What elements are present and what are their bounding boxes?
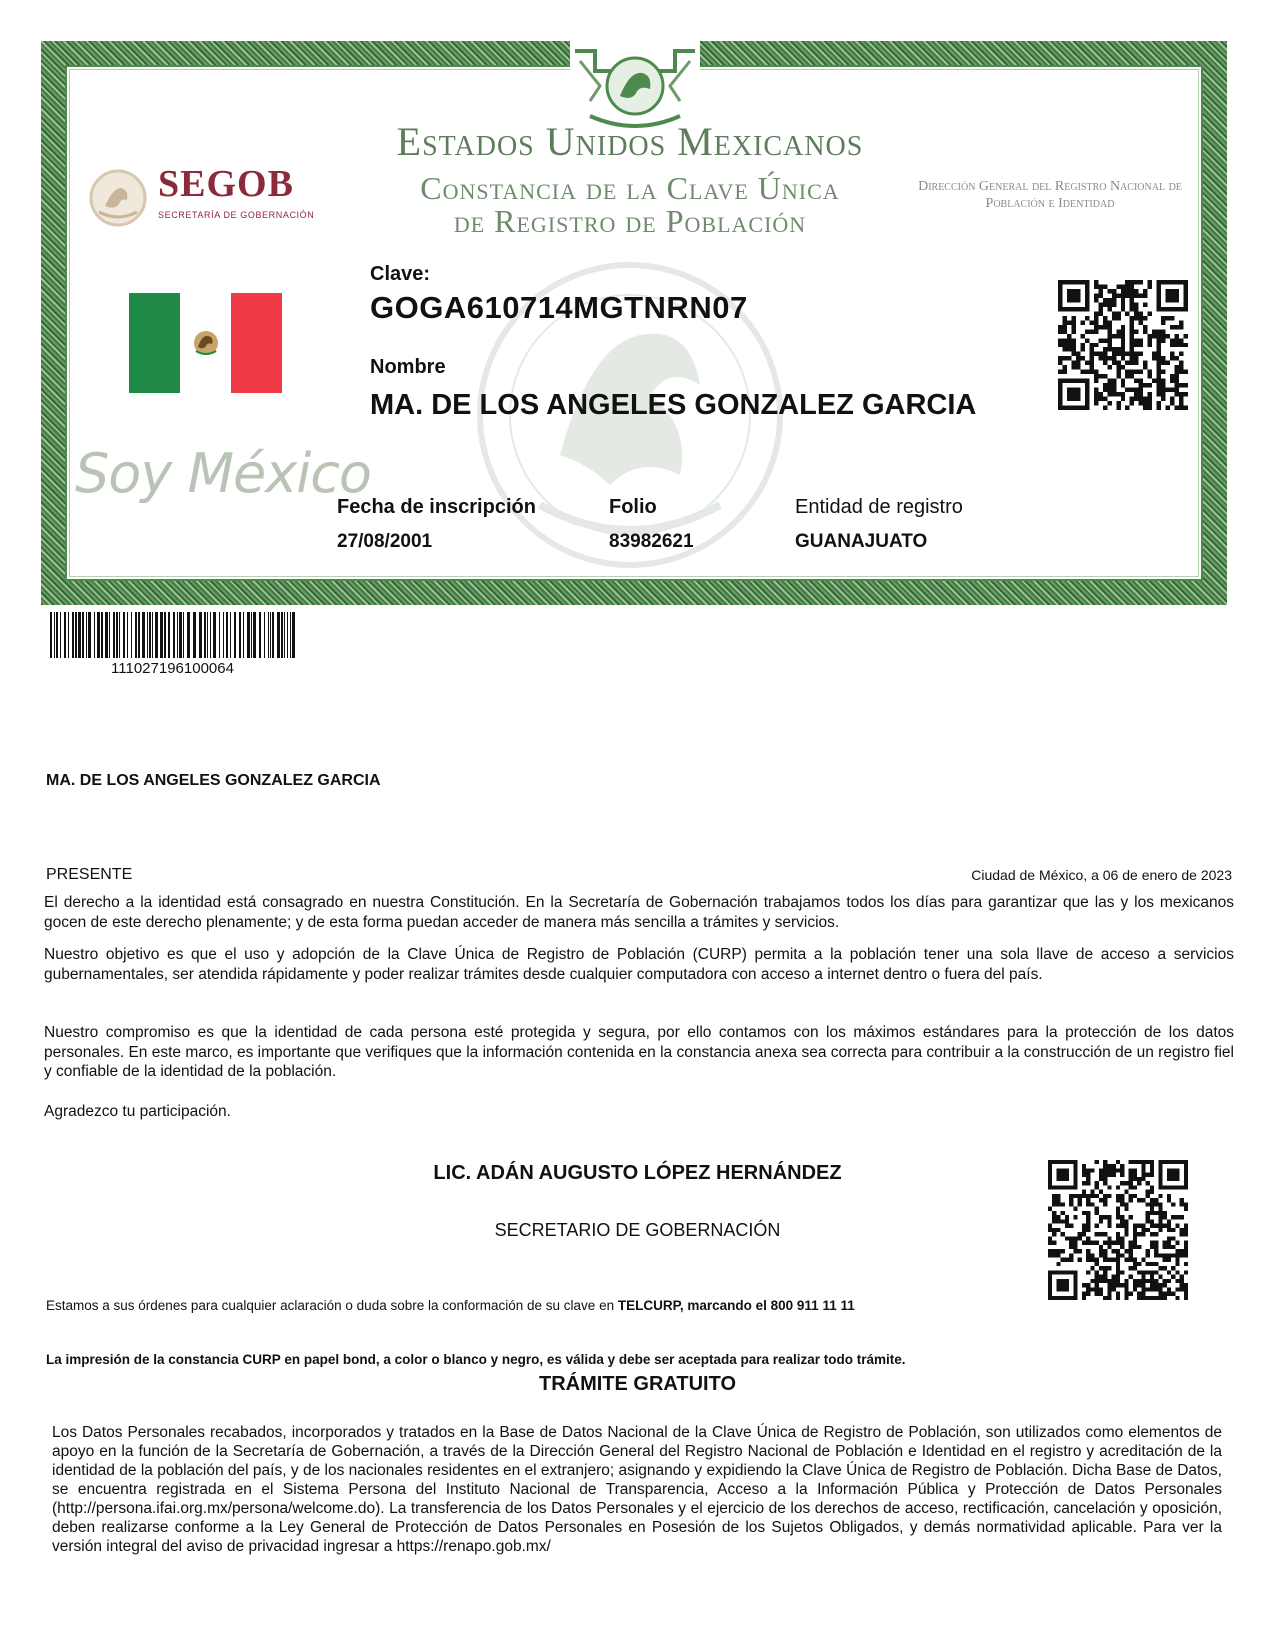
letter-paragraph: Agradezco tu participación. <box>44 1103 231 1120</box>
soy-mexico-logo: Soy México <box>75 442 371 505</box>
folio-label: Folio <box>609 496 657 518</box>
entidad-registro-label: Entidad de registro <box>795 496 963 518</box>
certificate-qr-code <box>1058 280 1188 410</box>
mexican-flag-icon <box>129 293 282 393</box>
segob-logo-subtitle: SECRETARÍA DE GOBERNACIÓN <box>158 210 315 220</box>
letter-paragraph: El derecho a la identidad está consagrado en nuestra Constitución. En la Secretaría de Gobernación trabajamos todos los días para garantizar que las y los mexicanos gocen de este derecho plenamente; y de esta forma puedan acceder de manera más sencilla a trámites y servicios. <box>44 894 1234 931</box>
telcurp-text: Estamos a sus órdenes para cualquier aclaración o duda sobre la conformación de su clave en <box>46 1298 618 1313</box>
fecha-inscripcion-label: Fecha de inscripción <box>337 496 536 518</box>
fecha-inscripcion-value: 27/08/2001 <box>337 531 433 552</box>
segob-logo-text: SEGOB <box>158 163 294 205</box>
dgrn-label: Dirección General del Registro Nacional de Población e Identidad <box>918 179 1182 211</box>
title-registro-poblacion: de Registro de Población <box>453 203 807 239</box>
impresion-notice: La impresión de la constancia CURP en papel bond, a color o blanco y negro, es válida y debe ser aceptada para realizar todo trámite. <box>46 1352 906 1367</box>
letter-place-date: Ciudad de México, a 06 de enero de 2023 <box>971 867 1232 883</box>
barcode-number: 111027196100064 <box>111 660 234 677</box>
nombre-value: MA. DE LOS ANGELES GONZALEZ GARCIA <box>370 389 977 421</box>
segob-seal-icon <box>85 168 151 228</box>
letter-presente: PRESENTE <box>46 866 133 883</box>
title-constancia: Constancia de la Clave Única <box>420 170 840 206</box>
nombre-label: Nombre <box>370 356 446 378</box>
clave-value: GOGA610714MGTNRN07 <box>370 290 748 325</box>
clave-label: Clave: <box>370 263 431 285</box>
barcode <box>50 612 295 658</box>
letter-addressee: MA. DE LOS ANGELES GONZALEZ GARCIA <box>46 772 381 789</box>
signer-name: LIC. ADÁN AUGUSTO LÓPEZ HERNÁNDEZ <box>433 1162 842 1184</box>
signer-title: SECRETARIO DE GOBERNACIÓN <box>494 1220 781 1240</box>
privacy-notice: Los Datos Personales recabados, incorporados y tratados en la Base de Datos Nacional de la Clave Única de Registro de Población, son utilizados como elementos de apoyo en la función de la Secretaría de Gobernación, a través de la Dirección General del Registro Nacional de Población e Identidad en el registro y acreditación de la identidad de la población del país, y de los nacionales residentes en el extranjero; asignando y expidiendo la Clave Única de Registro de Población. Dicha Base de Datos, se encuentra registrada en el Sistema Persona del Instituto Nacional de Transparencia, Acceso a la Información Pública y Protección de Datos Personales (http://persona.ifai.org.mx/persona/welcome.do). La transferencia de los Datos Personales y el ejercicio de los derechos de acceso, rectificación, cancelación y oposición, deben realizarse conforme a la Ley General de Protección de Datos Personales en Posesión de los Sujetos Obligados, y demás normatividad aplicable. Para ver la versión integral del aviso de privacidad ingresar a https://renapo.gob.mx/ <box>52 1424 1222 1555</box>
entidad-registro-value: GUANAJUATO <box>795 531 928 552</box>
title-estados-unidos-mexicanos: Estados Unidos Mexicanos <box>396 119 864 164</box>
flag-eagle-icon <box>190 327 222 359</box>
folio-value: 83982621 <box>609 531 694 552</box>
letter-qr-code <box>1048 1160 1188 1300</box>
letter-paragraph: Nuestro objetivo es que el uso y adopción de la Clave Única de Registro de Población (CURP) permita a la población tener una sola llave de acceso a servicios gubernamentales, ser atendida rápidamente y poder realizar trámites desde cualquier computadora con acceso a internet dentro o fuera del país. <box>44 946 1234 983</box>
telcurp-phone: TELCURP, marcando el 800 911 11 11 <box>617 1298 855 1313</box>
tramite-gratuito: TRÁMITE GRATUITO <box>538 1373 737 1395</box>
letter-paragraph: Nuestro compromiso es que la identidad de cada persona esté protegida y segura, por ello contamos con los máximos estándares para la protección de los datos personales. En este marco, es importante que verifiques que la información contenida en la constancia anexa sea correcta para contribuir a la construcción de un registro fiel y confiable de la identidad de la población. <box>44 1024 1234 1080</box>
telcurp-notice <box>46 1298 855 1313</box>
